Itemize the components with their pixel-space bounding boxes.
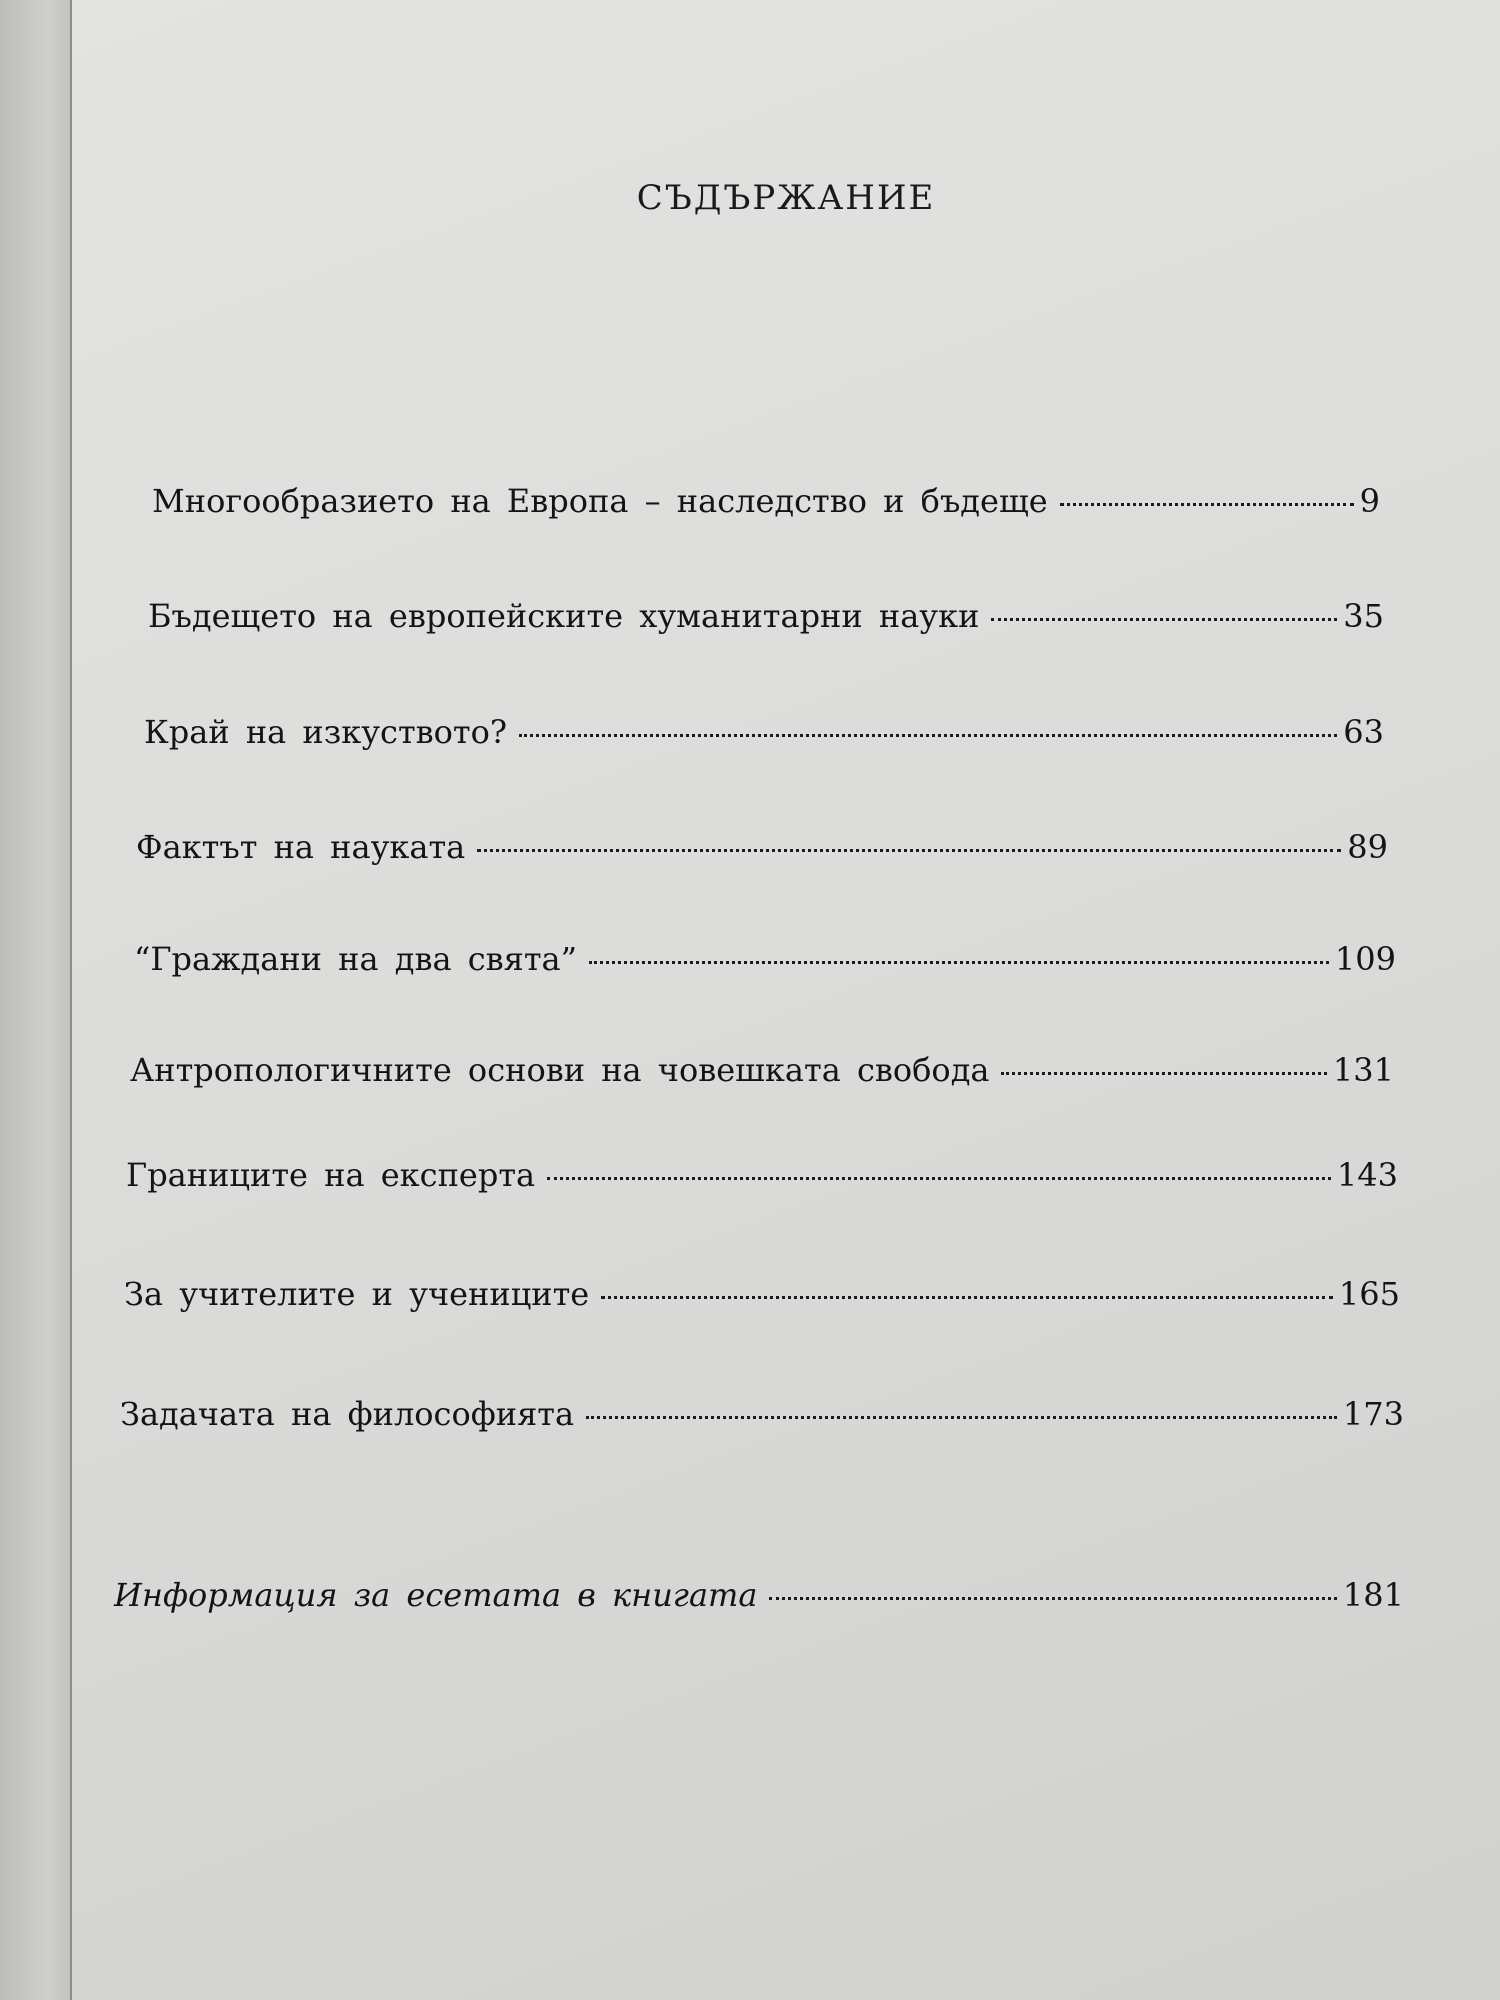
toc-entry (130, 1051, 1394, 1089)
toc-entry (148, 597, 1384, 635)
toc-entry-label: Задачата на философията (120, 1395, 575, 1433)
toc-entry-label: Фактът на науката (136, 828, 466, 866)
dot-leader (586, 1416, 1337, 1419)
toc-entry-label: “Граждани на два свята” (134, 940, 577, 978)
toc-page-number: 9 (1359, 482, 1380, 520)
toc-entry-label: Край на изкуството? (144, 713, 508, 751)
toc-entry-label: Многообразието на Европа – наследство и бъдеще (152, 482, 1048, 520)
dot-leader (1001, 1072, 1326, 1075)
toc-entry (144, 713, 1384, 751)
toc-page-number: 131 (1332, 1051, 1394, 1089)
toc-entry-label: Границите на експерта (126, 1156, 536, 1194)
toc-page-number: 165 (1338, 1275, 1400, 1313)
toc-entry (114, 1576, 1404, 1614)
dot-leader (589, 961, 1329, 964)
toc-entry (134, 940, 1396, 978)
dot-leader (991, 618, 1337, 621)
toc-page-number: 89 (1347, 828, 1388, 866)
toc-entry (152, 482, 1380, 520)
toc-entry (136, 828, 1388, 866)
toc-page-number: 35 (1343, 597, 1384, 635)
toc-title: СЪДЪРЖАНИЕ (636, 178, 936, 218)
dot-leader (477, 849, 1341, 852)
toc-entry (124, 1275, 1400, 1313)
dot-leader (547, 1177, 1331, 1180)
toc-entry (126, 1156, 1398, 1194)
dot-leader (601, 1296, 1333, 1299)
toc-page-number: 181 (1342, 1576, 1404, 1614)
dot-leader (769, 1597, 1336, 1600)
toc-page-number: 143 (1336, 1156, 1398, 1194)
dot-leader (1060, 503, 1354, 506)
book-spine-edge (0, 0, 70, 2000)
toc-page-number: 109 (1334, 940, 1396, 978)
toc-entry (120, 1395, 1404, 1433)
toc-entry-label: За учителите и учениците (124, 1275, 590, 1313)
toc-page-number: 63 (1343, 713, 1384, 751)
toc-page-number: 173 (1342, 1395, 1404, 1433)
toc-entry-label: Информация за есетата в книгата (114, 1576, 758, 1614)
book-page (72, 0, 1500, 2000)
toc-entry-label: Бъдещето на европейските хуманитарни науки (148, 597, 980, 635)
dot-leader (519, 734, 1337, 737)
toc-entry-label: Антропологичните основи на човешката свобода (130, 1051, 990, 1089)
